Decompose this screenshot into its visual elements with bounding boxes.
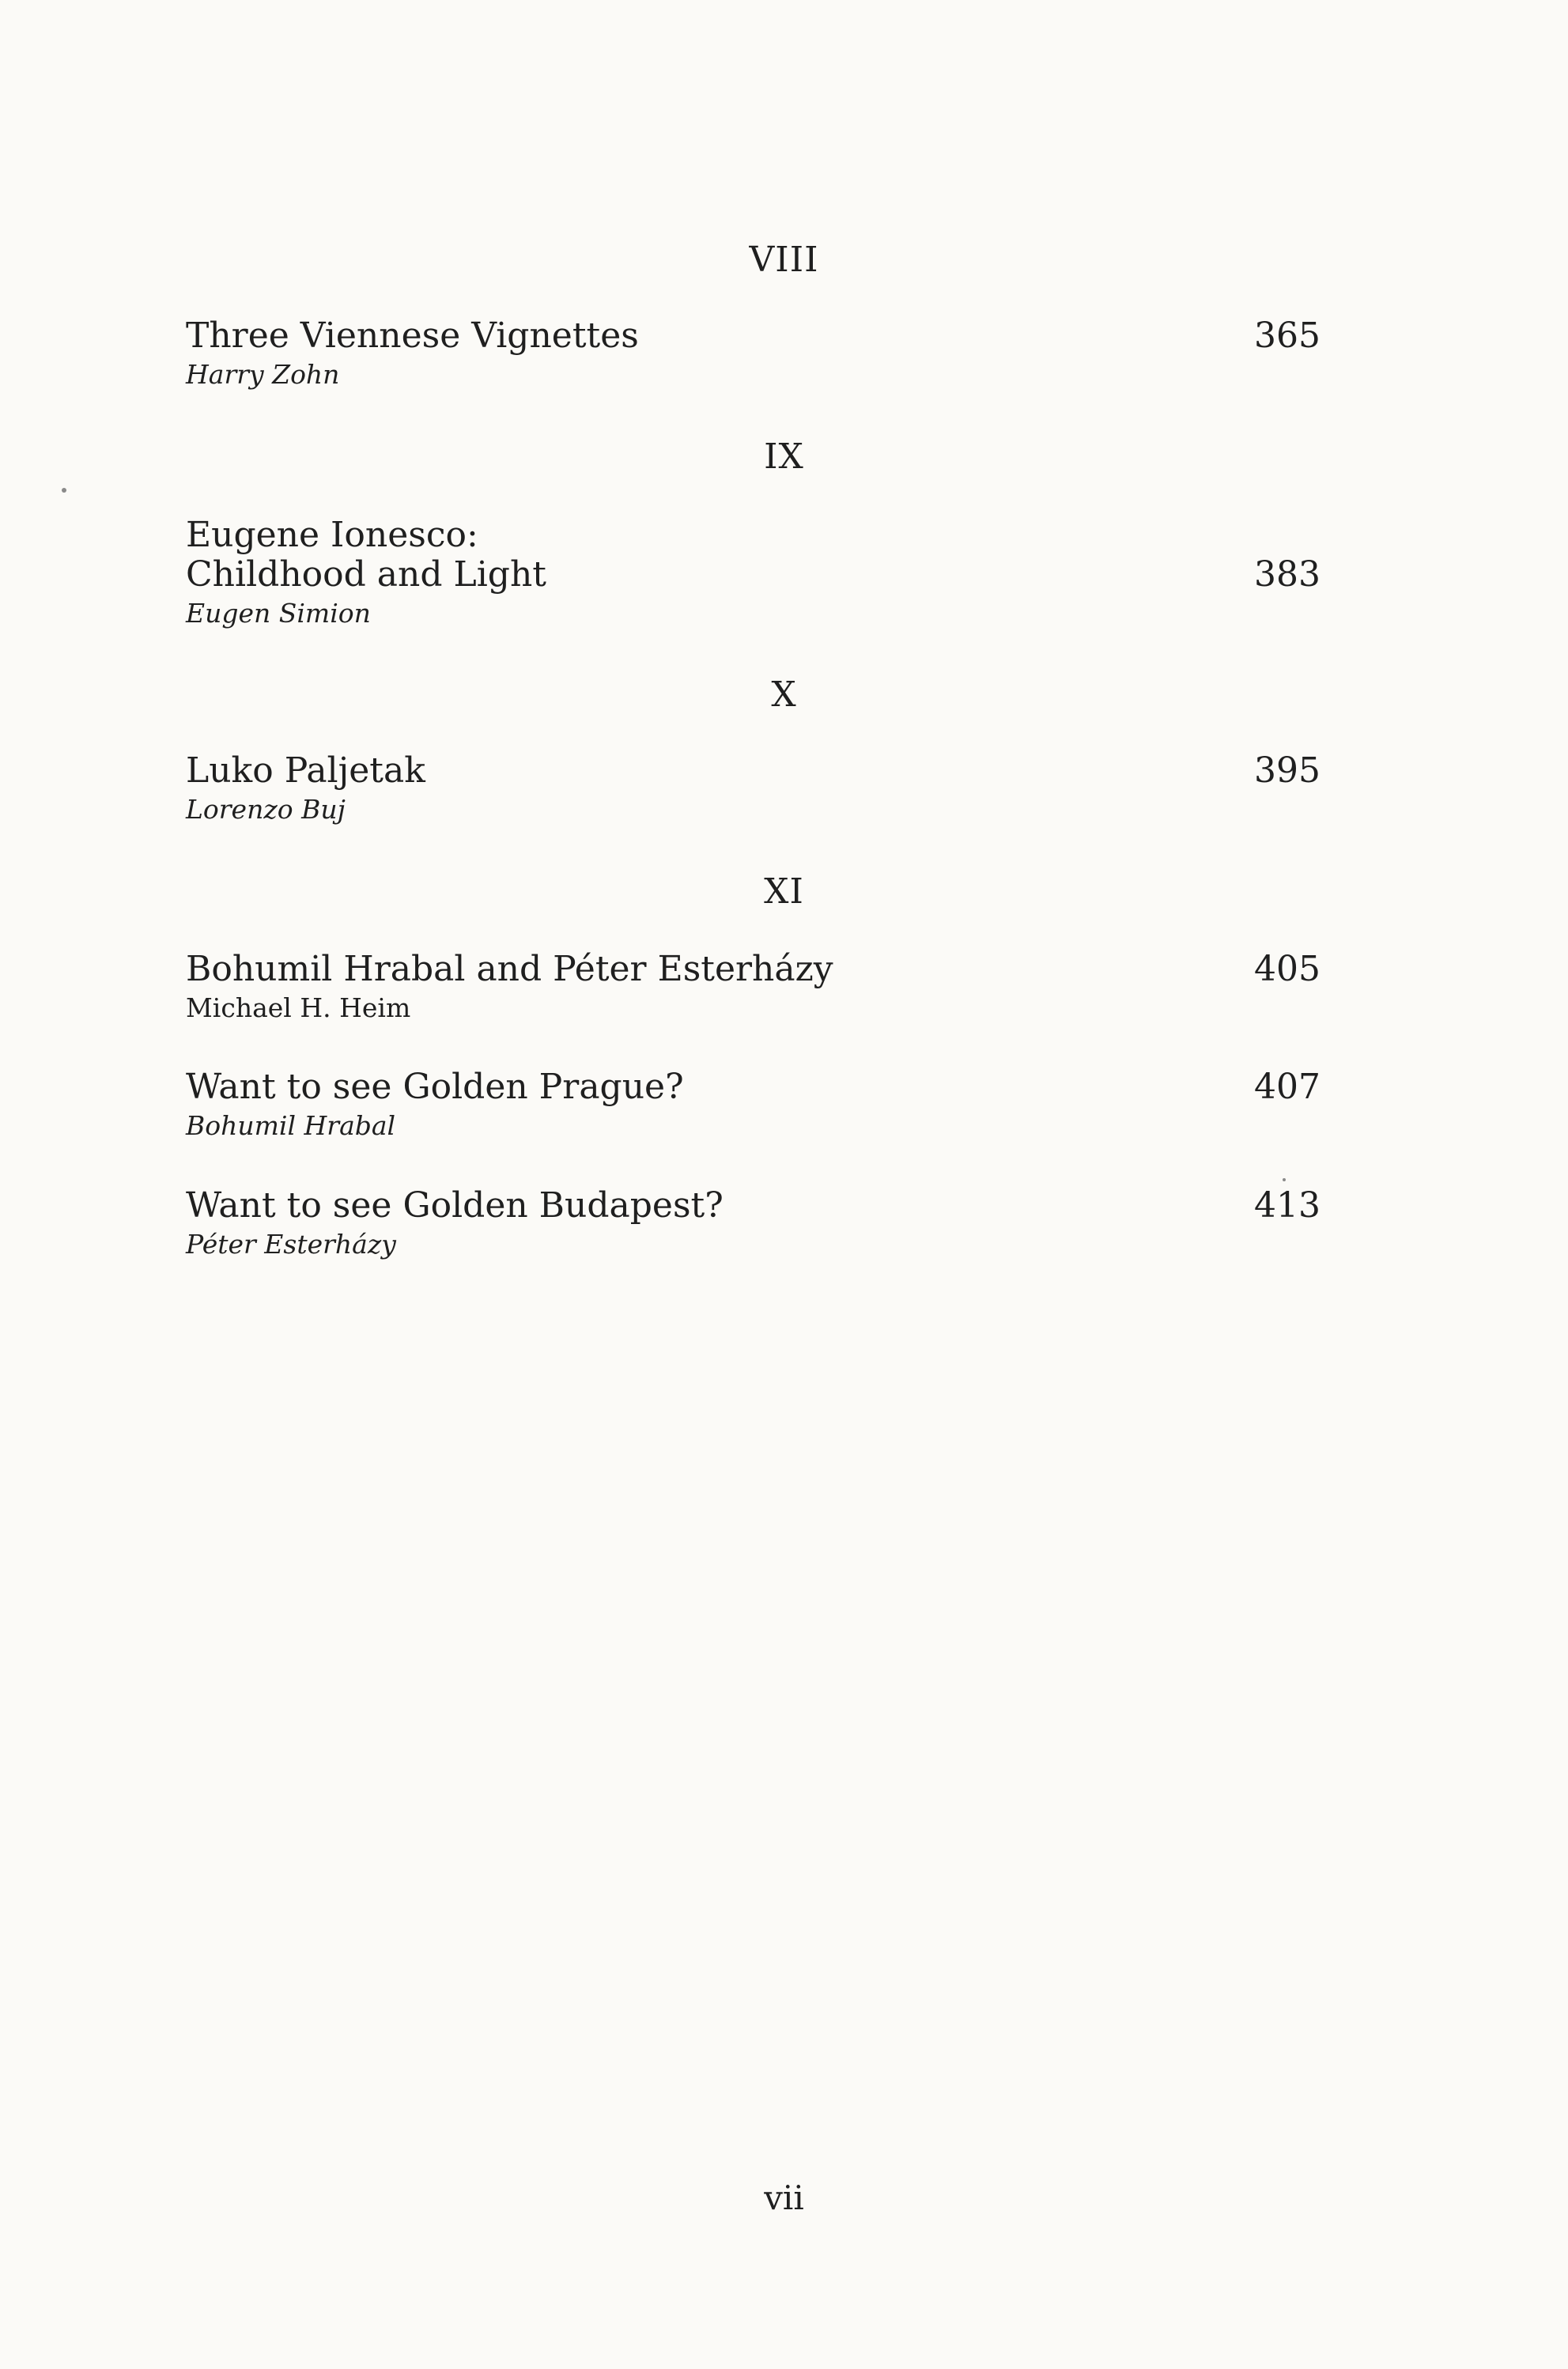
toc-entry xyxy=(186,950,1321,1024)
entry-page-number: 413 xyxy=(1254,1185,1321,1226)
entry-page-number: 405 xyxy=(1254,949,1321,989)
entry-title: Three Viennese Vignettes xyxy=(186,315,639,356)
entry-title: Luko Paljetak xyxy=(186,750,425,791)
scan-speck xyxy=(62,488,66,493)
entry-author: Bohumil Hrabal xyxy=(186,1110,396,1141)
section-numeral-viii: VIII xyxy=(749,240,819,280)
entry-page-number: 383 xyxy=(1254,554,1321,595)
entry-title: Bohumil Hrabal and Péter Esterházy xyxy=(186,949,833,989)
section-numeral-ix: IX xyxy=(764,436,804,477)
entry-author: Harry Zohn xyxy=(186,359,340,390)
entry-title: Want to see Golden Budapest? xyxy=(186,1185,724,1226)
toc-entry xyxy=(186,1186,1321,1260)
scan-speck xyxy=(1283,1178,1286,1181)
page-folio: vii xyxy=(764,2178,804,2217)
entry-author: Michael H. Heim xyxy=(186,992,411,1023)
toc-entry xyxy=(186,316,1321,391)
entry-title: Want to see Golden Prague? xyxy=(186,1067,684,1107)
entry-title: Eugene Ionesco: Childhood and Light xyxy=(186,515,546,595)
entry-page-number: 407 xyxy=(1254,1067,1321,1107)
entry-author: Eugen Simion xyxy=(186,598,371,629)
entry-author: Péter Esterházy xyxy=(186,1229,396,1260)
entry-author: Lorenzo Buj xyxy=(186,794,346,825)
toc-entry xyxy=(186,751,1321,826)
section-numeral-x: X xyxy=(771,674,797,715)
entry-page-number: 365 xyxy=(1254,315,1321,356)
toc-entry xyxy=(186,516,1321,629)
entry-page-number: 395 xyxy=(1254,750,1321,791)
section-numeral-xi: XI xyxy=(764,871,804,912)
toc-entry xyxy=(186,1067,1321,1142)
